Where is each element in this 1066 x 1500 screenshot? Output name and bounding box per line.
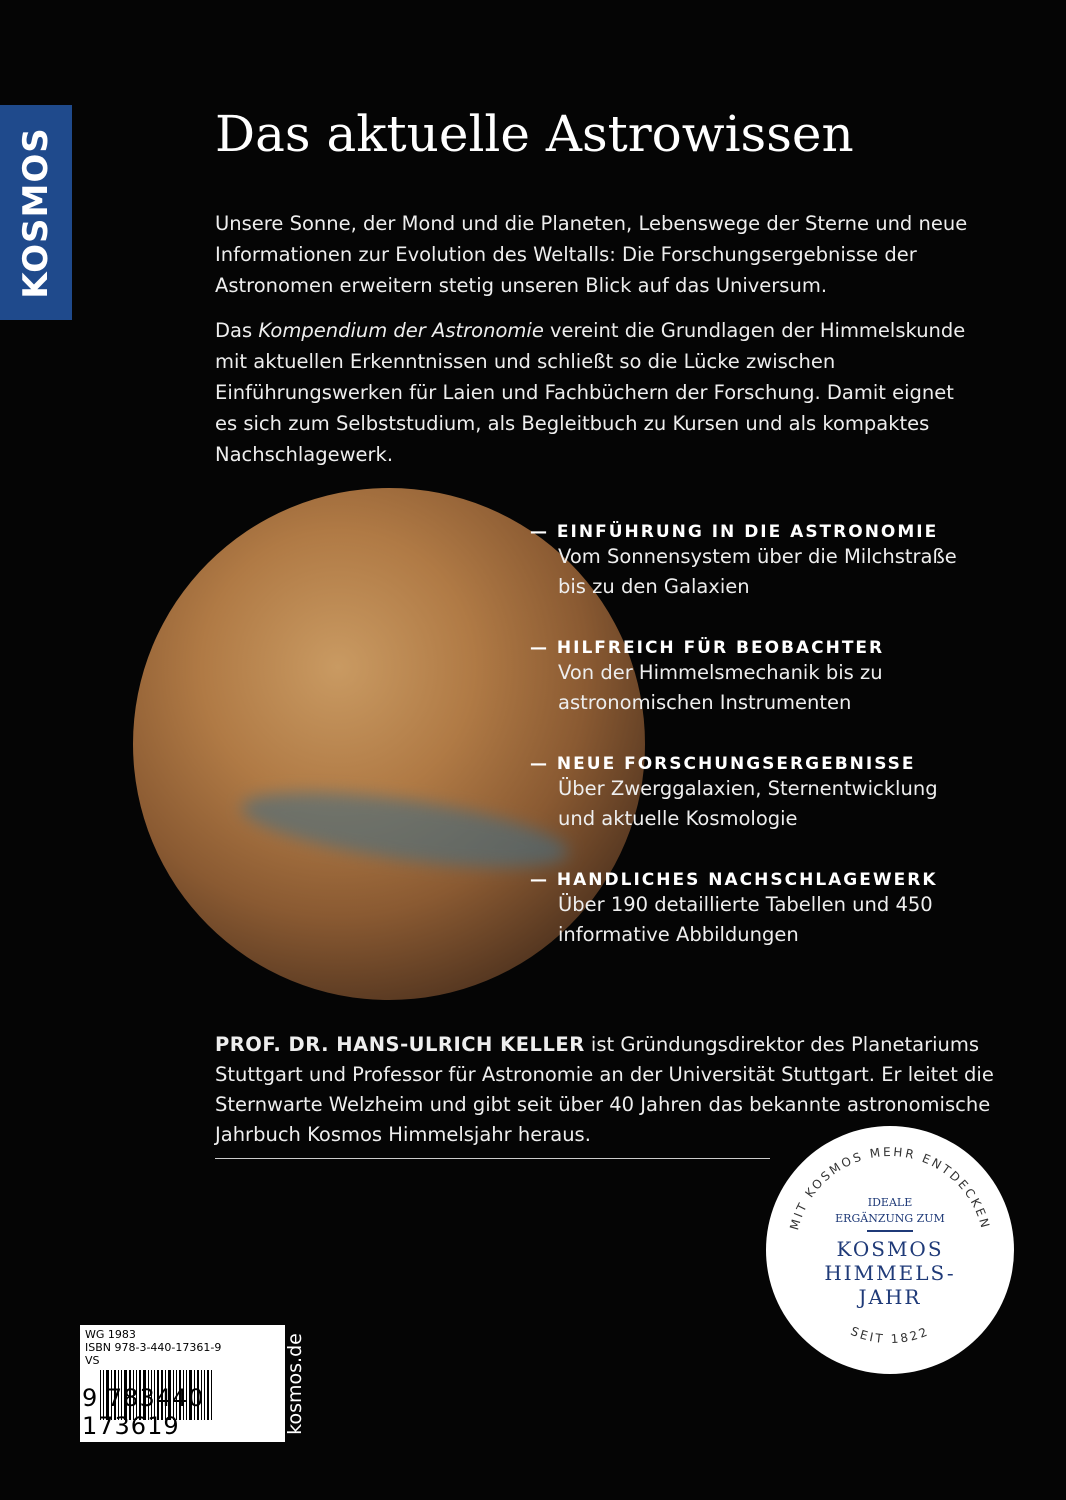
description-paragraph: Das Kompendium der Astronomie vereint die Grundlagen der Himmelskunde mit aktuellen Erkenntnissen und schließt so die Lücke zwischen Einführungswerken für Laien und Fachbüchern der Forschung. Damit eignet es sich zum Selbststudium, als Begleitbuch zu Kursen und als kompaktes Nachschlagewerk. xyxy=(215,319,966,466)
website-url: kosmos.de xyxy=(284,1332,306,1435)
kosmos-logo: KOSMOS xyxy=(0,105,72,320)
intro-paragraph: Unsere Sonne, der Mond und die Planeten, Lebenswege der Sterne und neue Informationen zur Evolution des Weltalls: Die Forschungsergebnisse der Astronomen erweitern stetig unseren Blick auf das Universum. xyxy=(215,212,968,297)
svg-text:IDEALE: IDEALE xyxy=(867,1196,913,1209)
feature-item: — HANDLICHES NACHSCHLAGEWERK Über 190 detaillierte Tabellen und 450 informative Abbildungen xyxy=(530,870,938,946)
seal-arc-bottom: SEIT 1822 xyxy=(848,1323,932,1347)
divider xyxy=(215,1158,770,1159)
barcode-box: WG 1983 ISBN 978-3-440-17361-9 VS 9 783440 173619 xyxy=(80,1325,285,1442)
seal-arc-top: MIT KOSMOS MEHR ENTDECKEN xyxy=(787,1144,993,1232)
feature-item: — HILFREICH FÜR BEOBACHTER Von der Himmelsmechanik bis zu astronomischen Instrumenten xyxy=(530,638,885,714)
author-bio: PROF. DR. HANS-ULRICH KELLER ist Gründungsdirektor des Planetariums Stuttgart und Professor für Astronomie an der Universität Stuttgart. Er leitet die Sternwarte Welzheim und gibt seit über 40 Jahren das bekannte astronomische Jahrbuch Kosmos Himmelsjahr heraus. xyxy=(215,1033,994,1146)
ean-number: 9 783440 173619 xyxy=(82,1384,205,1440)
feature-item: — EINFÜHRUNG IN DIE ASTRONOMIE Vom Sonnensystem über die Milchstraße bis zu den Galaxien xyxy=(530,522,957,598)
page-title: Das aktuelle Astrowissen xyxy=(215,105,854,163)
himmelsjahr-seal xyxy=(766,1126,1014,1374)
svg-text:SEIT 1822 xyxy=(849,1324,932,1346)
svg-text:ERGÄNZUNG ZUM: ERGÄNZUNG ZUM xyxy=(835,1212,945,1225)
svg-text:HIMMELS-: HIMMELS- xyxy=(824,1261,956,1285)
svg-text:KOSMOS: KOSMOS xyxy=(836,1237,944,1261)
svg-text:JAHR: JAHR xyxy=(858,1285,922,1309)
feature-item: — NEUE FORSCHUNGSERGEBNISSE Über Zwerggalaxien, Sternentwicklung und aktuelle Kosmologie xyxy=(530,754,938,830)
